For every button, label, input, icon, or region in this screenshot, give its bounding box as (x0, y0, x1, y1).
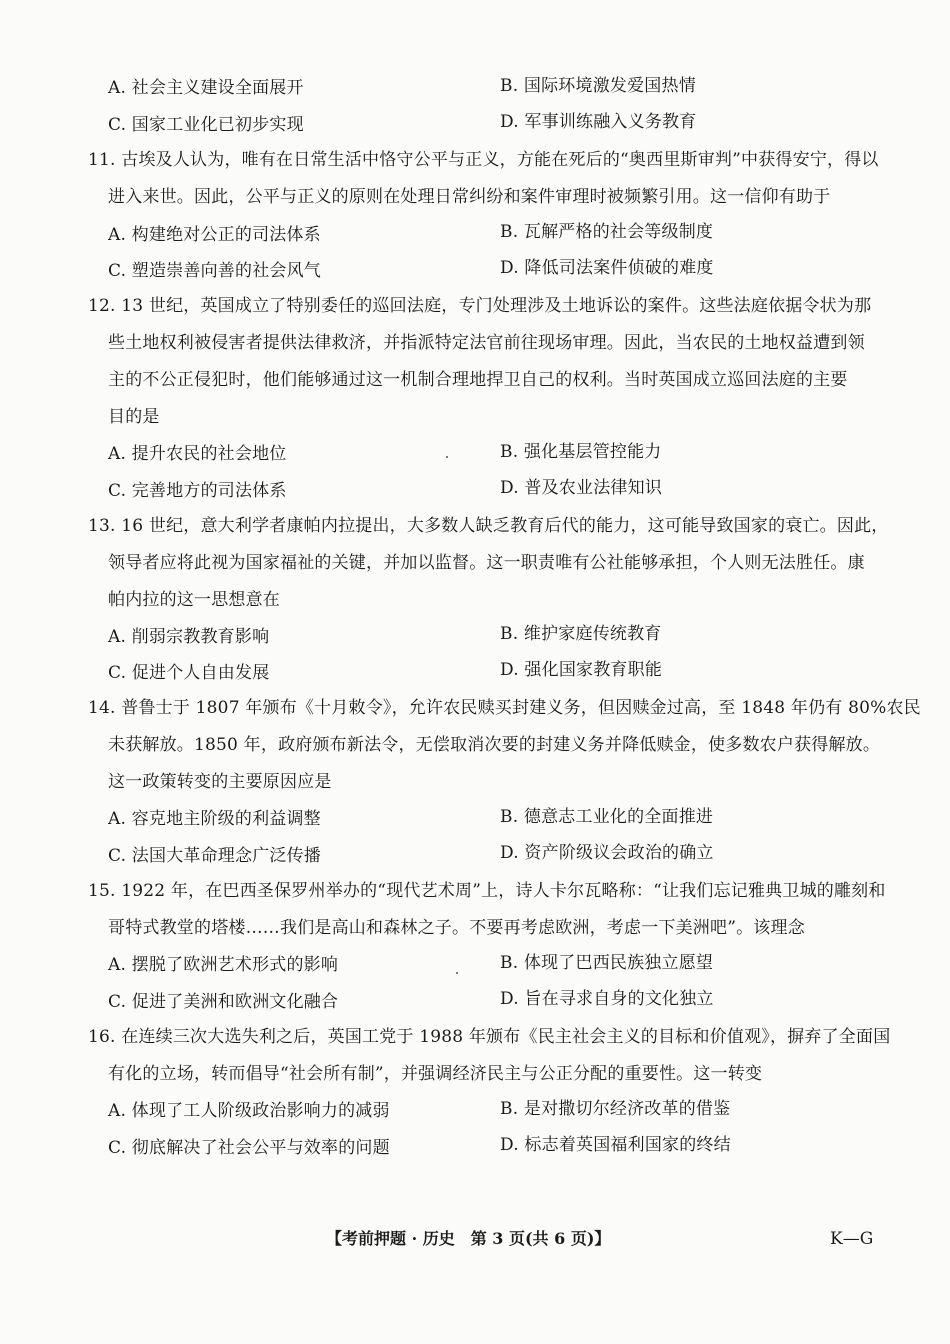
scan-speck (456, 972, 458, 974)
q15-stem-line-2: 哥特式教堂的塔楼……我们是高山和森林之子。不要再考虑欧洲，考虑一下美洲吧”。该理念 (108, 918, 805, 938)
q10-option-b: B. 国际环境激发爱国热情 (500, 76, 696, 96)
q15-stem-line-1: 15. 1922 年，在巴西圣保罗州举办的“现代艺术周”上，诗人卡尔瓦略称：“让我们忘记雅典卫城的雕刻和 (88, 881, 886, 901)
q12-stem-line-3: 主的不公正侵犯时，他们能够通过这一机制合理地捍卫自己的权利。当时英国成立巡回法庭的主要 (108, 370, 848, 390)
q14-option-b: B. 德意志工业化的全面推进 (500, 807, 714, 827)
q12-option-a: A. 提升农民的社会地位 (108, 444, 287, 464)
q15-option-b: B. 体现了巴西民族独立愿望 (500, 953, 714, 973)
q16-option-d: D. 标志着英国福利国家的终结 (500, 1135, 731, 1155)
q13-stem-line-3: 帕内拉的这一思想意在 (108, 590, 280, 610)
q11-option-c: C. 塑造崇善向善的社会风气 (108, 261, 322, 281)
q14-option-a: A. 容克地主阶级的利益调整 (108, 809, 321, 829)
scan-speck (446, 456, 448, 458)
q13-stem-line-2: 领导者应将此视为国家福祉的关键，并加以监督。这一职责唯有公社能够承担，个人则无法胜任。康 (108, 553, 865, 573)
q10-option-c: C. 国家工业化已初步实现 (108, 115, 304, 135)
q15-option-a: A. 摆脱了欧洲艺术形式的影响 (108, 955, 339, 975)
q14-option-c: C. 法国大革命理念广泛传播 (108, 846, 322, 866)
q12-stem-line-1: 12. 13 世纪，英国成立了特别委任的巡回法庭，专门处理涉及土地诉讼的案件。这些法庭依据令状为那 (88, 296, 872, 316)
q16-option-c: C. 彻底解决了社会公平与效率的问题 (108, 1138, 390, 1158)
q12-stem-line-4: 目的是 (108, 407, 160, 427)
page-footer-title: 【考前押题 · 历史 第 3 页(共 6 页)】 (326, 1229, 611, 1248)
q15-option-d: D. 旨在寻求自身的文化独立 (500, 989, 714, 1009)
q12-option-d: D. 普及农业法律知识 (500, 478, 663, 498)
q10-option-d: D. 军事训练融入义务教育 (500, 112, 697, 132)
q11-option-a: A. 构建绝对公正的司法体系 (108, 225, 321, 245)
q15-option-c: C. 促进了美洲和欧洲文化融合 (108, 992, 339, 1012)
q11-option-b: B. 瓦解严格的社会等级制度 (500, 222, 714, 242)
q14-stem-line-2: 未获解放。1850 年，政府颁布新法令，无偿取消次要的封建义务并降低赎金，使多数农户获得解放。 (108, 735, 881, 755)
q16-option-b: B. 是对撒切尔经济改革的借鉴 (500, 1099, 731, 1119)
q12-option-c: C. 完善地方的司法体系 (108, 481, 287, 501)
q16-stem-line-1: 16. 在连续三次大选失利之后，英国工党于 1988 年颁布《民主社会主义的目标和价值观》，摒弃了全面国 (88, 1027, 891, 1047)
q11-stem-line-2: 进入来世。因此，公平与正义的原则在处理日常纠纷和案件审理时被频繁引用。这一信仰有助于 (108, 187, 831, 207)
q13-option-a: A. 削弱宗教教育影响 (108, 627, 270, 647)
q13-option-b: B. 维护家庭传统教育 (500, 624, 662, 644)
q13-option-d: D. 强化国家教育职能 (500, 660, 663, 680)
q14-stem-line-3: 这一政策转变的主要原因应是 (108, 772, 332, 792)
page-footer-code: K—G (830, 1229, 874, 1249)
q11-option-d: D. 降低司法案件侦破的难度 (500, 258, 714, 278)
q13-option-c: C. 促进个人自由发展 (108, 663, 270, 683)
q10-option-a: A. 社会主义建设全面展开 (108, 78, 304, 98)
q16-option-a: A. 体现了工人阶级政治影响力的减弱 (108, 1101, 390, 1121)
q12-option-b: B. 强化基层管控能力 (500, 442, 662, 462)
q13-stem-line-1: 13. 16 世纪，意大利学者康帕内拉提出，大多数人缺乏教育后代的能力，这可能导致国家的衰亡。因此， (88, 516, 889, 536)
q16-stem-line-2: 有化的立场，转而倡导“社会所有制”，并强调经济民主与公正分配的重要性。这一转变 (108, 1064, 763, 1084)
q14-option-d: D. 资产阶级议会政治的确立 (500, 843, 714, 863)
q12-stem-line-2: 些土地权利被侵害者提供法律救济，并指派特定法官前往现场审理。因此，当农民的土地权益遭到领 (108, 333, 865, 353)
q11-stem-line-1: 11. 古埃及人认为，唯有在日常生活中恪守公平与正义，方能在死后的“奥西里斯审判”中获得安宁，得以 (88, 150, 879, 170)
q14-stem-line-1: 14. 普鲁士于 1807 年颁布《十月敕令》，允许农民赎买封建义务，但因赎金过高，至 1848 年仍有 80%农民 (88, 698, 921, 718)
